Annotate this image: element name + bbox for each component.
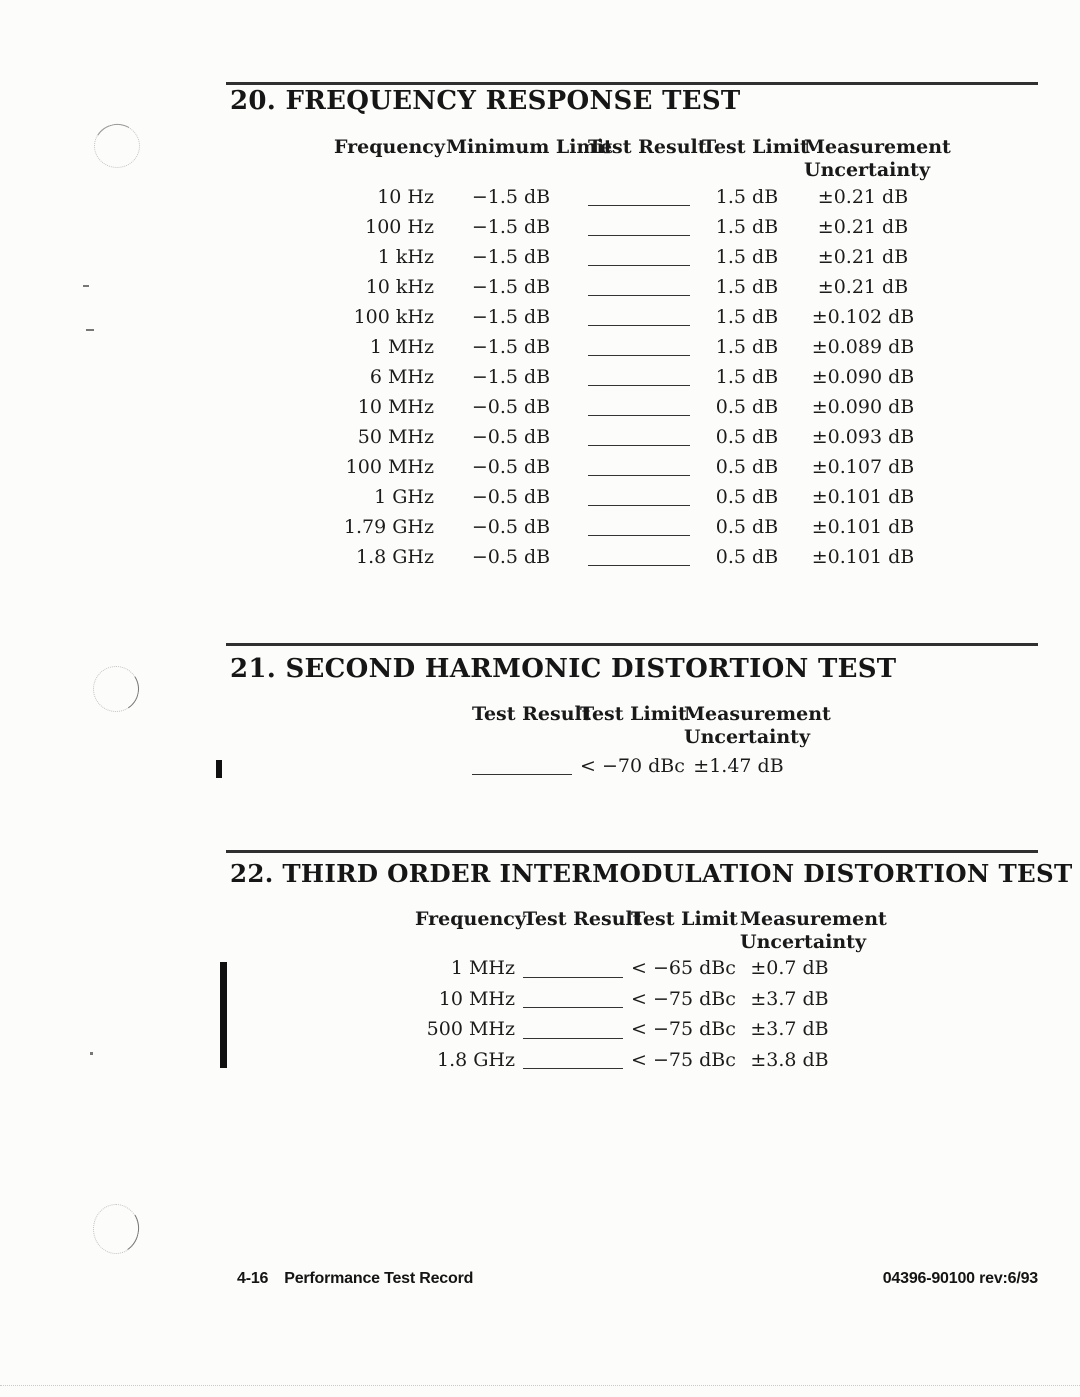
test-limit-cell: 1.5 dB	[715, 216, 779, 238]
test-result-blank	[588, 182, 690, 212]
page-bottom-edge	[0, 1385, 1080, 1386]
test-result-blank	[523, 953, 623, 984]
column-header-frequency: Frequency	[415, 908, 526, 930]
test-limit-cell: < −75 dBc	[631, 1048, 736, 1071]
uncertainty-cell: ±0.093 dB	[811, 426, 915, 448]
column-header-test-result: Test Result	[472, 703, 591, 725]
section-21-column-headers	[472, 703, 831, 749]
uncertainty-cell: ±0.101 dB	[811, 546, 915, 568]
test-limit-cell: 0.5 dB	[715, 516, 779, 538]
test-result-blank	[588, 332, 690, 362]
test-limit-cell: 0.5 dB	[715, 426, 779, 448]
fill-in-line	[588, 445, 690, 446]
fill-in-line	[588, 565, 690, 566]
test-result-blank	[588, 542, 690, 572]
fill-in-line	[588, 205, 690, 206]
section-divider-rule	[226, 850, 1038, 853]
column-header-measurement-uncertainty: Measurement Uncertainty	[804, 136, 951, 181]
section-divider-rule	[226, 643, 1038, 646]
minimum-limit-cell: −1.5 dB	[471, 186, 551, 208]
minimum-limit-cell: −1.5 dB	[471, 366, 551, 388]
section-22-table	[415, 953, 839, 1075]
section-20-title: 20. FREQUENCY RESPONSE TEST	[230, 86, 741, 116]
test-result-blank	[472, 751, 572, 781]
scan-artifact-circle	[93, 666, 139, 712]
fill-in-line	[588, 265, 690, 266]
fill-in-line	[588, 535, 690, 536]
fill-in-line	[472, 774, 572, 775]
uncertainty-cell: ±3.7 dB	[750, 1018, 829, 1040]
frequency-cell: 100 MHz	[345, 456, 434, 478]
minimum-limit-cell: −1.5 dB	[471, 216, 551, 238]
uncertainty-cell: ±0.090 dB	[811, 366, 915, 388]
scan-artifact-circle	[93, 1204, 139, 1254]
minimum-limit-cell: −1.5 dB	[471, 276, 551, 298]
test-limit-cell: 1.5 dB	[715, 336, 779, 358]
fill-in-line	[588, 475, 690, 476]
column-header-test-limit: Test Limit	[631, 908, 738, 930]
footer-left	[237, 1270, 473, 1288]
test-result-blank	[523, 984, 623, 1015]
test-limit-cell: 0.5 dB	[715, 486, 779, 508]
column-header-minimum-limit: Minimum Limit	[446, 136, 613, 158]
uncertainty-cell: ±0.101 dB	[811, 486, 915, 508]
uncertainty-cell: ±0.107 dB	[811, 456, 915, 478]
scan-artifact-arc	[89, 662, 144, 717]
minimum-limit-cell: −0.5 dB	[471, 456, 551, 478]
frequency-cell: 1.8 GHz	[436, 1048, 515, 1071]
frequency-cell: 10 kHz	[365, 276, 434, 298]
uncertainty-cell: ±3.7 dB	[750, 987, 829, 1010]
uncertainty-cell: ±0.21 dB	[817, 276, 909, 298]
test-limit-cell: < −75 dBc	[631, 987, 736, 1010]
uncertainty-cell: ±0.089 dB	[811, 336, 915, 358]
fill-in-line	[523, 1007, 623, 1008]
scan-speck	[86, 329, 94, 331]
uncertainty-cell: ±0.101 dB	[811, 516, 915, 538]
fill-in-line	[523, 977, 623, 978]
footer-document-number: 04396-90100 rev:6/93	[882, 1270, 1038, 1287]
fill-in-line	[523, 1068, 623, 1069]
minimum-limit-cell: −1.5 dB	[471, 336, 551, 358]
section-20-table	[334, 182, 922, 572]
frequency-cell: 1.79 GHz	[343, 516, 434, 538]
test-limit-cell: 1.5 dB	[715, 186, 779, 208]
scan-artifact-arc	[88, 1200, 143, 1258]
test-result-blank	[588, 512, 690, 542]
uncertainty-cell: ±0.21 dB	[817, 246, 909, 268]
uncertainty-cell: ±0.090 dB	[811, 396, 915, 418]
fill-in-line	[588, 355, 690, 356]
minimum-limit-cell: −1.5 dB	[471, 246, 551, 268]
footer-left-label: Performance Test Record	[284, 1270, 474, 1287]
frequency-cell: 6 MHz	[369, 366, 434, 388]
scan-speck	[90, 1052, 93, 1055]
fill-in-line	[588, 385, 690, 386]
test-limit-cell: 1.5 dB	[715, 276, 779, 298]
fill-in-line	[523, 1038, 623, 1039]
test-limit-cell: 0.5 dB	[715, 396, 779, 418]
scan-artifact-arc	[89, 119, 144, 173]
column-header-test-limit: Test Limit	[702, 136, 809, 158]
column-header-measurement-uncertainty: Measurement Uncertainty	[740, 908, 887, 953]
column-header-frequency: Frequency	[334, 136, 445, 158]
frequency-cell: 10 MHz	[438, 987, 515, 1010]
fill-in-line	[588, 325, 690, 326]
uncertainty-cell: ±0.21 dB	[817, 216, 909, 238]
change-bar	[220, 962, 227, 1068]
section-21-table	[472, 751, 793, 781]
frequency-cell: 1 GHz	[374, 486, 434, 508]
section-22-column-headers	[415, 908, 887, 954]
frequency-cell: 100 kHz	[353, 306, 434, 328]
minimum-limit-cell: −0.5 dB	[471, 486, 551, 508]
change-bar	[216, 760, 222, 778]
frequency-cell: 1 MHz	[369, 336, 434, 358]
test-result-blank	[588, 242, 690, 272]
test-limit-cell: < −75 dBc	[631, 1018, 736, 1040]
test-limit-cell: 1.5 dB	[715, 306, 779, 328]
frequency-cell: 10 MHz	[357, 396, 434, 418]
column-header-test-result: Test Result	[588, 136, 707, 158]
uncertainty-cell: ±1.47 dB	[693, 755, 784, 777]
test-result-blank	[588, 272, 690, 302]
uncertainty-cell: ±0.21 dB	[817, 186, 909, 208]
frequency-cell: 10 Hz	[377, 186, 434, 208]
test-result-blank	[588, 212, 690, 242]
column-header-measurement-uncertainty: Measurement Uncertainty	[684, 703, 831, 748]
frequency-cell: 1 MHz	[450, 957, 515, 979]
test-result-blank	[588, 302, 690, 332]
frequency-cell: 500 MHz	[426, 1018, 515, 1040]
test-result-blank	[588, 482, 690, 512]
test-limit-cell: 1.5 dB	[715, 246, 779, 268]
frequency-cell: 1 kHz	[377, 246, 434, 268]
section-20-column-headers	[334, 136, 951, 182]
test-limit-cell: 0.5 dB	[715, 546, 779, 568]
scan-artifact-circle	[94, 124, 140, 168]
section-22-title: 22. THIRD ORDER INTERMODULATION DISTORTION TEST	[230, 859, 1073, 888]
column-header-test-result: Test Result	[523, 908, 642, 930]
minimum-limit-cell: −1.5 dB	[471, 306, 551, 328]
fill-in-line	[588, 415, 690, 416]
fill-in-line	[588, 295, 690, 296]
section-divider-rule	[226, 82, 1038, 85]
page-number: 4-16	[237, 1270, 269, 1287]
frequency-cell: 1.8 GHz	[355, 546, 434, 568]
test-result-blank	[588, 362, 690, 392]
test-result-blank	[588, 452, 690, 482]
frequency-cell: 50 MHz	[357, 426, 434, 448]
column-header-test-limit: Test Limit	[580, 703, 687, 725]
scan-speck	[83, 285, 89, 287]
minimum-limit-cell: −0.5 dB	[471, 396, 551, 418]
uncertainty-cell: ±0.102 dB	[811, 306, 915, 328]
minimum-limit-cell: −0.5 dB	[471, 546, 551, 568]
test-limit-cell: 0.5 dB	[715, 456, 779, 478]
uncertainty-cell: ±0.7 dB	[750, 957, 829, 979]
minimum-limit-cell: −0.5 dB	[471, 426, 551, 448]
page-footer	[0, 1270, 1080, 1290]
fill-in-line	[588, 235, 690, 236]
fill-in-line	[588, 505, 690, 506]
test-result-blank	[588, 392, 690, 422]
test-limit-cell: < −70 dBc	[580, 755, 685, 777]
uncertainty-cell: ±3.8 dB	[750, 1048, 829, 1071]
minimum-limit-cell: −0.5 dB	[471, 516, 551, 538]
section-21-title: 21. SECOND HARMONIC DISTORTION TEST	[230, 654, 897, 684]
test-limit-cell: < −65 dBc	[631, 957, 736, 979]
test-limit-cell: 1.5 dB	[715, 366, 779, 388]
test-result-blank	[523, 1045, 623, 1076]
test-result-blank	[523, 1014, 623, 1045]
test-result-blank	[588, 422, 690, 452]
frequency-cell: 100 Hz	[365, 216, 434, 238]
